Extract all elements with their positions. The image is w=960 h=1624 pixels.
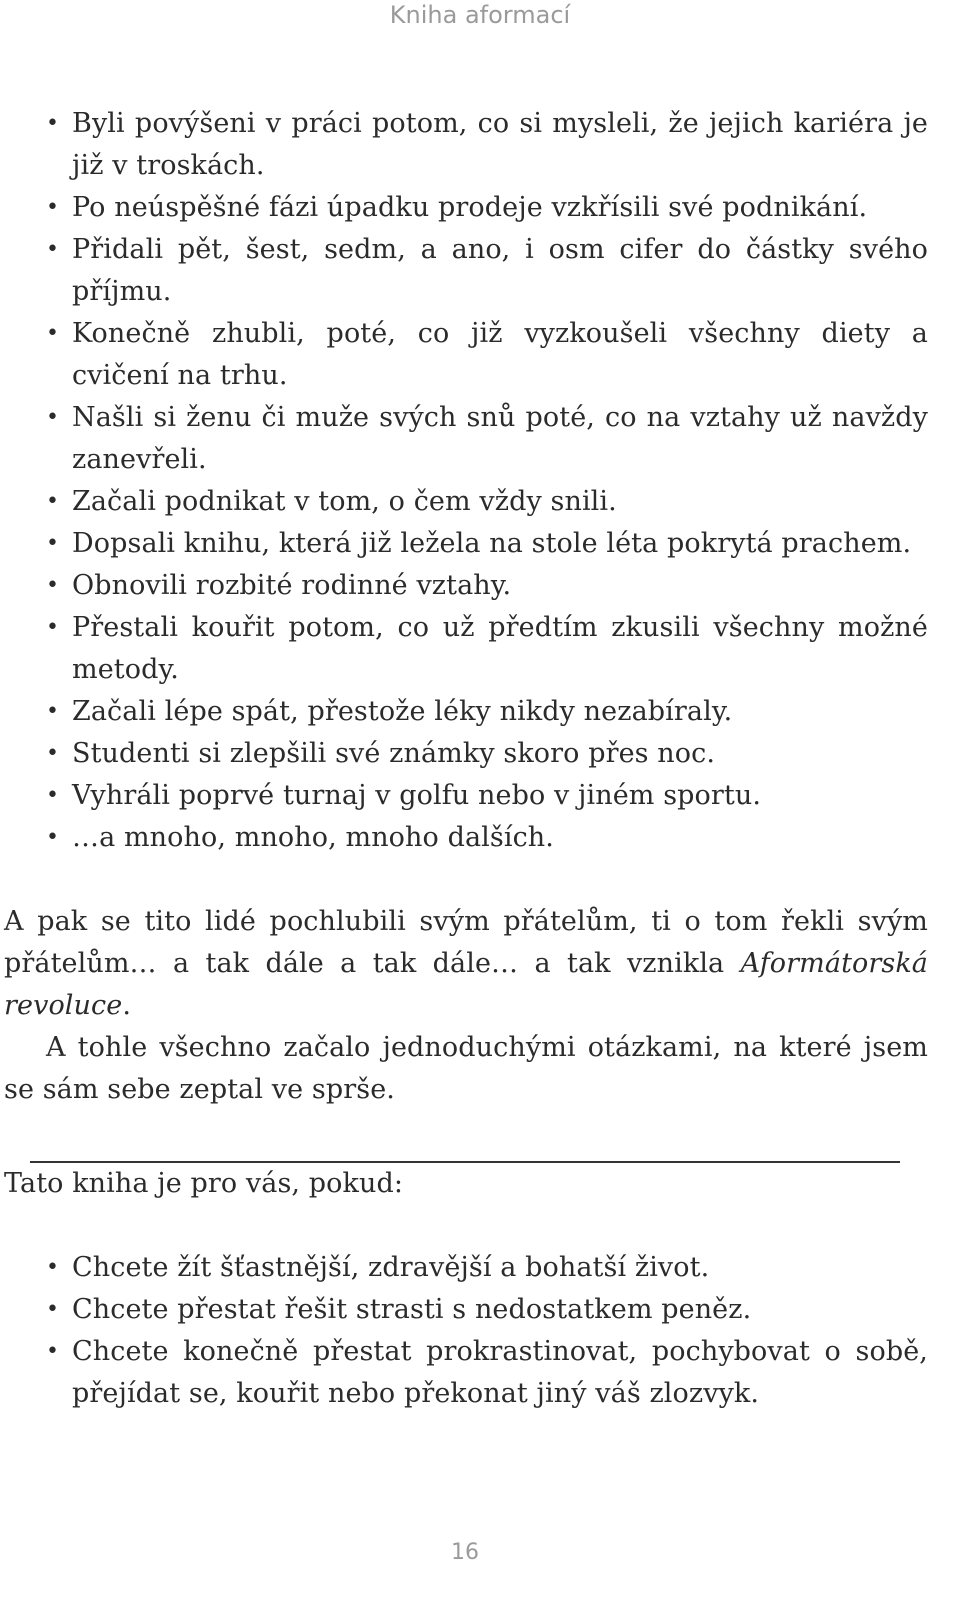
bullet-icon: • — [46, 783, 60, 808]
list-item: • Po neúspěšné fázi úpadku prodeje vzkřísili své podnikání. — [4, 187, 928, 229]
list-item: • Chcete konečně přestat prokrastinovat, pochybovat o sobě, přejídat se, kouřit nebo překonat jiný váš zlozvyk. — [4, 1331, 928, 1415]
list-item: • Chcete žít šťastnější, zdravější a bohatší život. — [4, 1247, 928, 1289]
list-item: • Přestali kouřit potom, co už předtím zkusili všechny možné metody. — [4, 607, 928, 691]
list-item: • Začali lépe spát, přestože léky nikdy nezabíraly. — [4, 691, 928, 733]
running-header: Kniha aformací — [389, 1, 571, 29]
bullet-icon: • — [46, 321, 60, 346]
spacer — [4, 859, 928, 901]
bullet-icon: • — [46, 489, 60, 514]
bullet-icon: • — [46, 531, 60, 556]
bullet-icon: • — [46, 741, 60, 766]
bullet-icon: • — [46, 1255, 60, 1280]
paragraph-revolution: A pak se tito lidé pochlubili svým přátelům, ti o tom řekli svým přátelům… a tak dále a tak dále… a tak vznikla Aformátorská revoluce. — [4, 906, 928, 1021]
bullet-icon: • — [46, 825, 60, 850]
bullet-icon: • — [46, 111, 60, 136]
bullet-icon: • — [46, 615, 60, 640]
list-item: • Našli si ženu či muže svých snů poté, co na vztahy už navždy zanevřeli. — [4, 397, 928, 481]
list-item: • Začali podnikat v tom, o čem vždy snili. — [4, 481, 928, 523]
paragraph-questions: A tohle všechno začalo jednoduchými otázkami, na které jsem se sám sebe zeptal ve sprše. — [4, 1032, 928, 1105]
list-item: • Konečně zhubli, poté, co již vyzkoušeli všechny diety a cvičení na trhu. — [4, 313, 928, 397]
list-item: • Přidali pět, šest, sedm, a ano, i osm cifer do částky svého příjmu. — [4, 229, 928, 313]
page-number: 16 — [451, 1540, 479, 1565]
italic-term: Aformátorská revoluce — [4, 948, 928, 1021]
bullet-icon: • — [46, 1339, 60, 1364]
list-item: • Chcete přestat řešit strasti s nedostatkem peněz. — [4, 1289, 928, 1331]
audience-list — [4, 1247, 928, 1415]
bullet-icon: • — [46, 699, 60, 724]
list-item: • Obnovili rozbité rodinné vztahy. — [4, 565, 928, 607]
bullet-icon: • — [46, 195, 60, 220]
section-intro: Tato kniha je pro vás, pokud: — [4, 1168, 404, 1199]
list-item: • Vyhráli poprvé turnaj v golfu nebo v jiném sportu. — [4, 775, 928, 817]
bullet-icon: • — [46, 237, 60, 262]
bullet-icon: • — [46, 1297, 60, 1322]
bullet-icon: • — [46, 405, 60, 430]
bullet-icon: • — [46, 573, 60, 598]
spacer — [4, 1205, 928, 1247]
list-item: • Dopsali knihu, která již ležela na stole léta pokrytá prachem. — [4, 523, 928, 565]
list-item: • Byli povýšeni v práci potom, co si mysleli, že jejich kariéra je již v troskách. — [4, 103, 928, 187]
list-item: • …a mnoho, mnoho, mnoho dalších. — [4, 817, 928, 859]
page-content — [4, 103, 928, 1415]
list-item: • Studenti si zlepšili své známky skoro přes noc. — [4, 733, 928, 775]
success-list — [4, 103, 928, 859]
